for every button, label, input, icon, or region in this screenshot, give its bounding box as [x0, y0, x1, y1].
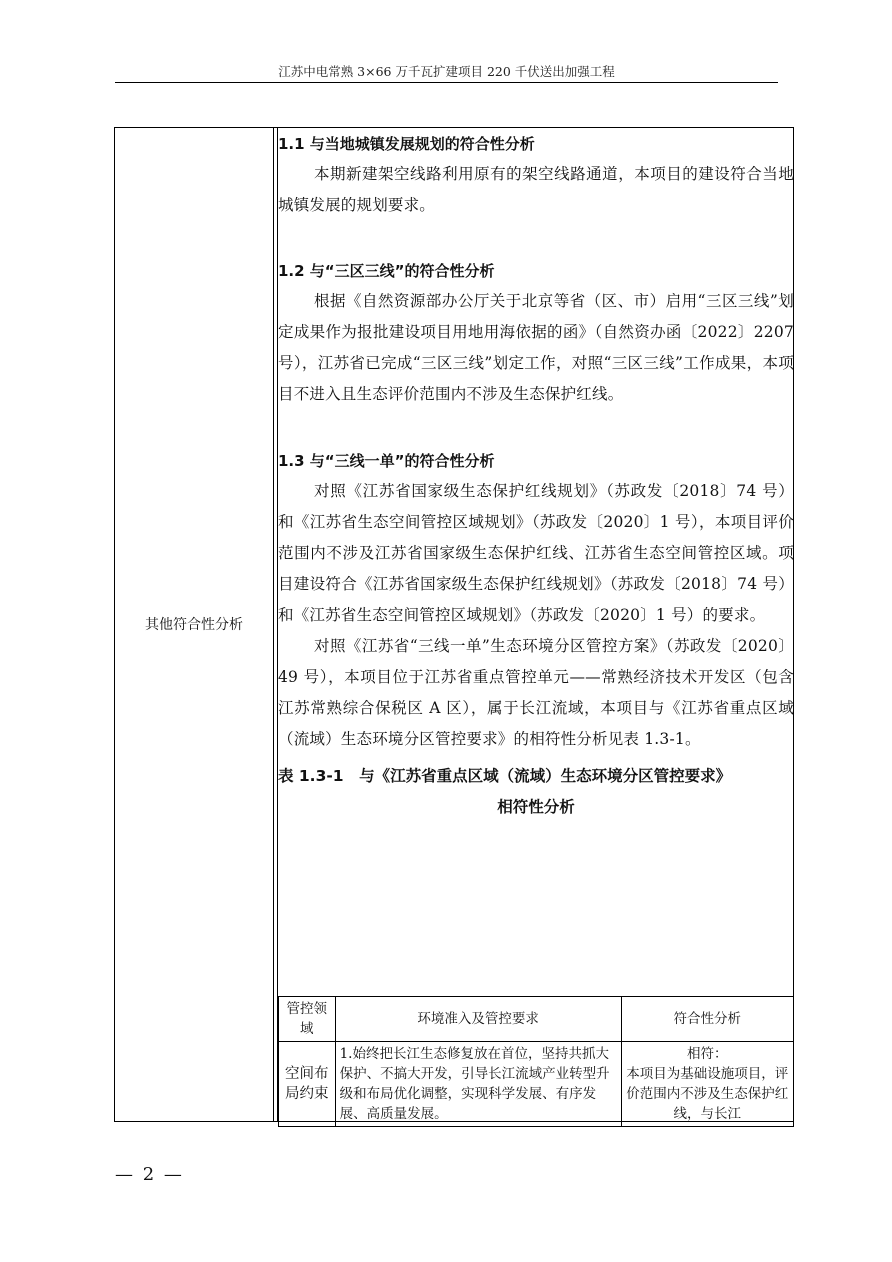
row-analysis-cell	[621, 1042, 793, 1127]
row-requirement: 1.始终把长江生态修复放在首位，坚持共抓大保护、不搞大开发，引导长江流域产业转型升级和布局优化调整，实现科学发展、有序发展、高质量发展。	[335, 1042, 621, 1127]
row-domain: 空间布局约束	[279, 1042, 336, 1127]
section-2-paragraph: 根据《自然资源部办公厅关于北京等省（区、市）启用“三区三线”划定成果作为报批建设项目用地用海依据的函》（自然资办函〔2022〕2207 号），江苏省已完成“三区三线”划定工作，对照“三区三线”工作成果，本项目不进入且生态评价范围内不涉及生态保护红线。	[278, 292, 794, 403]
table-caption-line-2: 相符性分析	[497, 798, 575, 816]
section-1-heading: 1.1 与当地城镇发展规划的符合性分析	[278, 135, 535, 153]
section-3-paragraph-1: 对照《江苏省国家级生态保护红线规划》（苏政发〔2018〕74 号）和《江苏省生态空间管控区域规划》（苏政发〔2020〕1 号），本项目评价范围内不涉及江苏省国家级生态保护红线、江苏省生态空间管控区域。项目建设符合《江苏省国家级生态保护红线规划》（苏政发〔2018〕74 号）和《江苏省生态空间管控区域规划》（苏政发〔2020〕1 号）的要求。	[278, 482, 794, 624]
header-analysis: 符合性分析	[621, 997, 793, 1042]
section-3-heading: 1.3 与“三线一单”的符合性分析	[278, 452, 495, 470]
analysis-table	[114, 127, 794, 1122]
content-body	[278, 128, 794, 823]
inner-table	[278, 996, 794, 1127]
page-header	[115, 62, 778, 83]
table-row	[279, 1042, 794, 1127]
table-caption-line-1: 表 1.3-1 与《江苏省重点区域（流域）生态环境分区管控要求》	[278, 767, 732, 785]
section-1-paragraph: 本期新建架空线路利用原有的架空线路通道，本项目的建设符合当地城镇发展的规划要求。	[278, 165, 794, 214]
row-analysis-title: 相符：	[687, 1046, 728, 1062]
header-domain: 管控领域	[279, 997, 336, 1042]
page-number: — 2 —	[115, 1164, 184, 1185]
header-requirement: 环境准入及管控要求	[335, 997, 621, 1042]
left-label-cell	[115, 128, 274, 1121]
left-label: 其他符合性分析	[145, 617, 243, 633]
header-title: 江苏中电常熟 3×66 万千瓦扩建项目 220 千伏送出加强工程	[278, 64, 615, 79]
table-header-row	[279, 997, 794, 1042]
row-analysis: 本项目为基础设施项目，评价范围内不涉及生态保护红线，与长江	[626, 1066, 789, 1122]
section-2-heading: 1.2 与“三区三线”的符合性分析	[278, 262, 495, 280]
section-3-paragraph-2: 对照《江苏省“三线一单”生态环境分区管控方案》（苏政发〔2020〕49 号），本项目位于江苏省重点管控单元——常熟经济技术开发区（包含江苏常熟综合保税区 A 区），属于长江流域，本项目与《江苏省重点区域（流域）生态环境分区管控要求》的相符性分析见表 1.3-1。	[278, 637, 794, 748]
content-cell	[277, 128, 792, 1121]
